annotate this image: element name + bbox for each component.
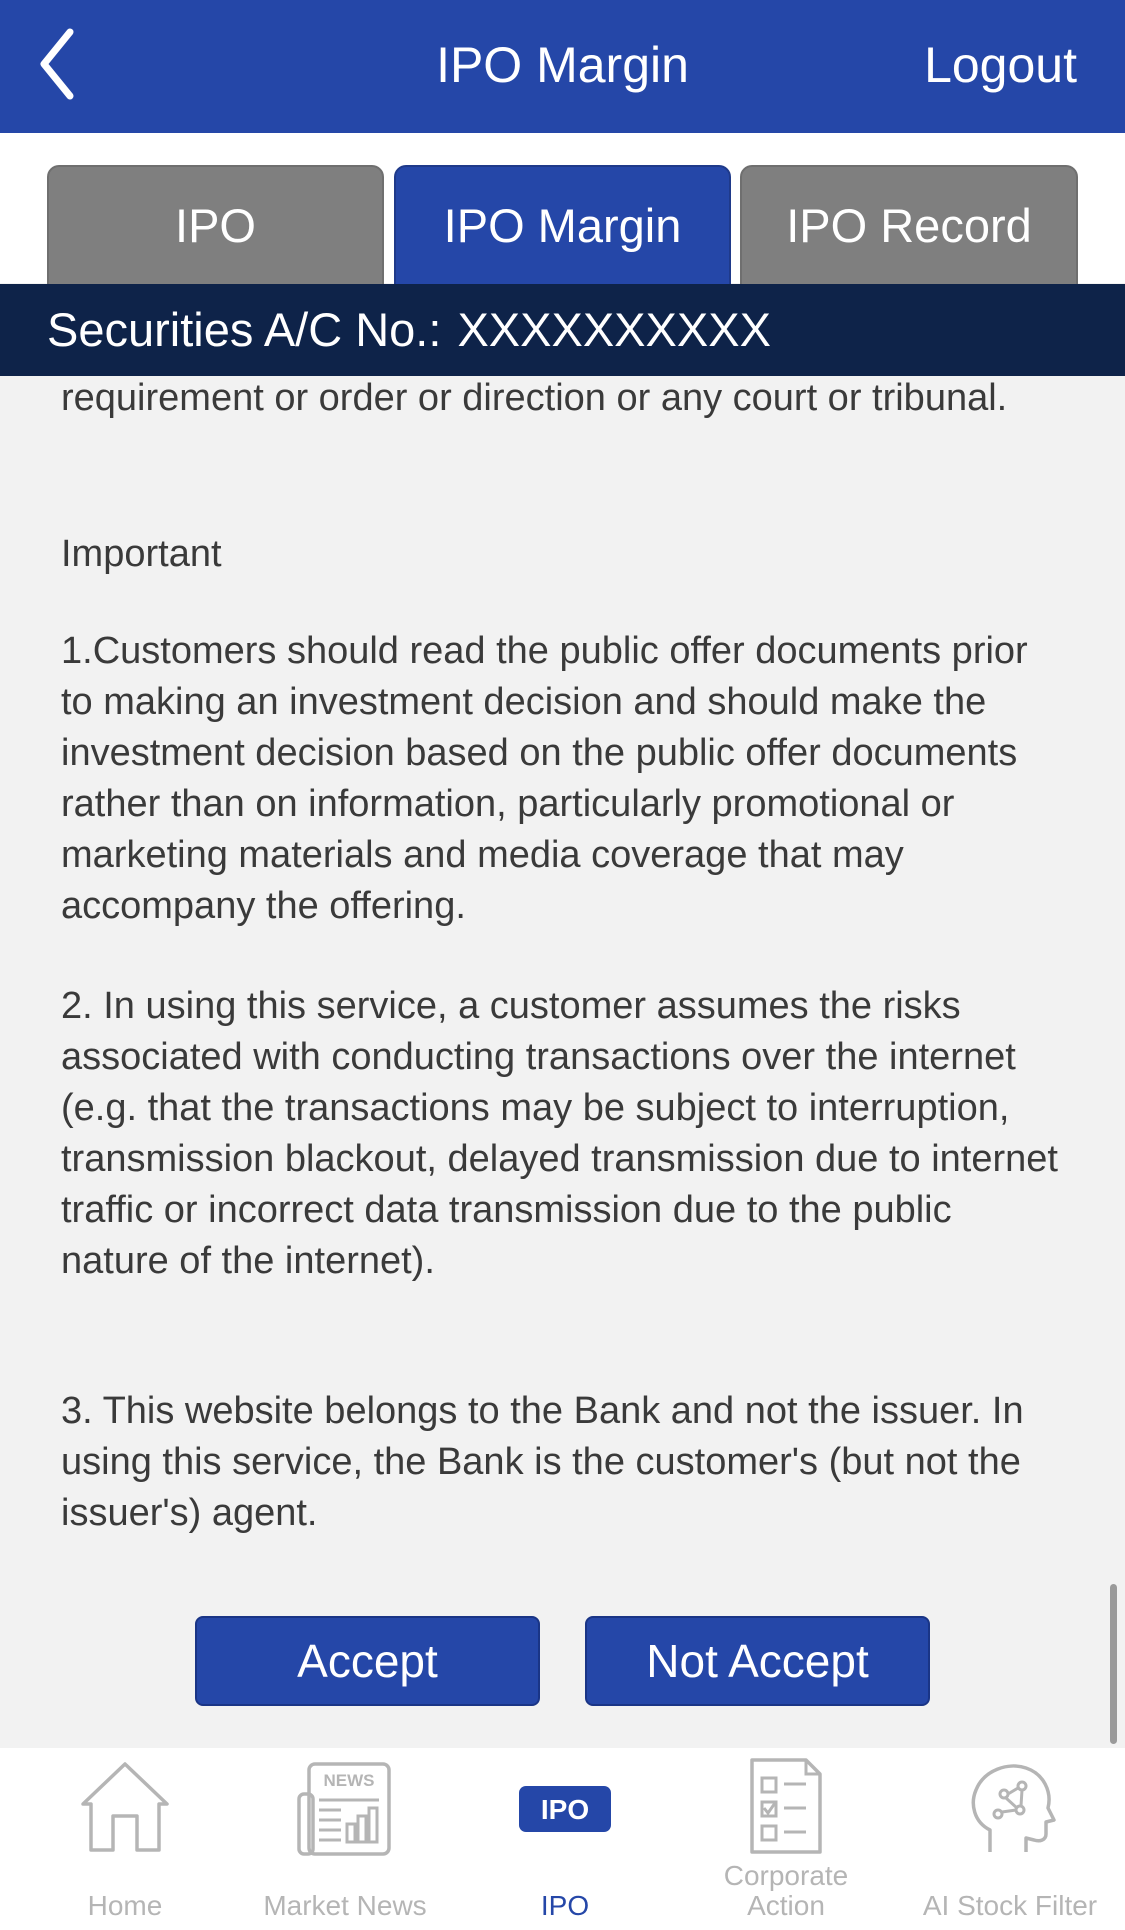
important-heading: Important xyxy=(61,533,222,575)
home-icon xyxy=(75,1758,175,1858)
scrollbar[interactable] xyxy=(1110,1584,1117,1744)
disclaimer-content[interactable] xyxy=(0,376,1125,1748)
nav-item-market-news[interactable] xyxy=(245,1748,445,1930)
ipo-icon-text: IPO xyxy=(540,1794,590,1825)
news-icon xyxy=(295,1758,395,1858)
page-title: IPO Margin xyxy=(436,37,689,93)
ai-head-icon xyxy=(960,1758,1060,1858)
bottom-nav xyxy=(0,1748,1125,1930)
nav-label-ai-stock-filter: AI Stock Filter xyxy=(922,1890,1098,1921)
account-label: Securities A/C No.: xyxy=(47,303,442,356)
header-bar xyxy=(0,0,1125,133)
disclaimer-point-1: 1.Customers should read the public offer documents prior to making an investment decision and should make the investment decision based on the public offer documents rather than on information, particularly promotional or marketing materials and media coverage that may accompany the offering. xyxy=(61,630,1028,927)
accept-button[interactable]: Accept xyxy=(195,1616,540,1706)
nav-label-corporate-line2: Action xyxy=(747,1890,825,1921)
nav-label-corporate-line1: Corporate xyxy=(723,1860,849,1891)
tab-bar xyxy=(0,133,1125,283)
not-accept-button[interactable]: Not Accept xyxy=(585,1616,930,1706)
nav-label-market-news: Market News xyxy=(263,1890,427,1921)
nav-item-corporate-action[interactable] xyxy=(706,1748,866,1930)
logout-button[interactable]: Logout xyxy=(924,37,1077,93)
account-bar xyxy=(0,284,1125,376)
tab-ipo-margin[interactable]: IPO Margin xyxy=(394,165,731,295)
news-icon-text: NEWS xyxy=(323,1771,375,1790)
tab-ipo[interactable]: IPO xyxy=(47,165,384,295)
tab-ipo-record[interactable]: IPO Record xyxy=(740,165,1078,295)
checklist-icon xyxy=(744,1756,828,1856)
nav-item-home[interactable] xyxy=(40,1748,210,1930)
disclaimer-point-3: 3. This website belongs to the Bank and not the issuer. In using this service, the Bank is the customer's (but not the issuer's) agent. xyxy=(61,1390,1024,1534)
nav-item-ipo[interactable] xyxy=(480,1748,650,1930)
nav-label-ipo: IPO xyxy=(540,1890,590,1921)
disclaimer-intro-text: requirement or order or direction or any court or tribunal. xyxy=(61,377,1008,419)
disclaimer-point-2: 2. In using this service, a customer assumes the risks associated with conducting transactions over the internet (e.g. that the transactions may be subject to interruption, transmission blackout, delayed transmission due to internet traffic or incorrect data transmission due to the public nature of the internet). xyxy=(61,985,1058,1282)
ipo-icon xyxy=(515,1764,615,1864)
nav-item-ai-stock-filter[interactable] xyxy=(905,1748,1115,1930)
account-number: XXXXXXXXXX xyxy=(457,303,771,356)
nav-label-home: Home xyxy=(87,1890,163,1921)
